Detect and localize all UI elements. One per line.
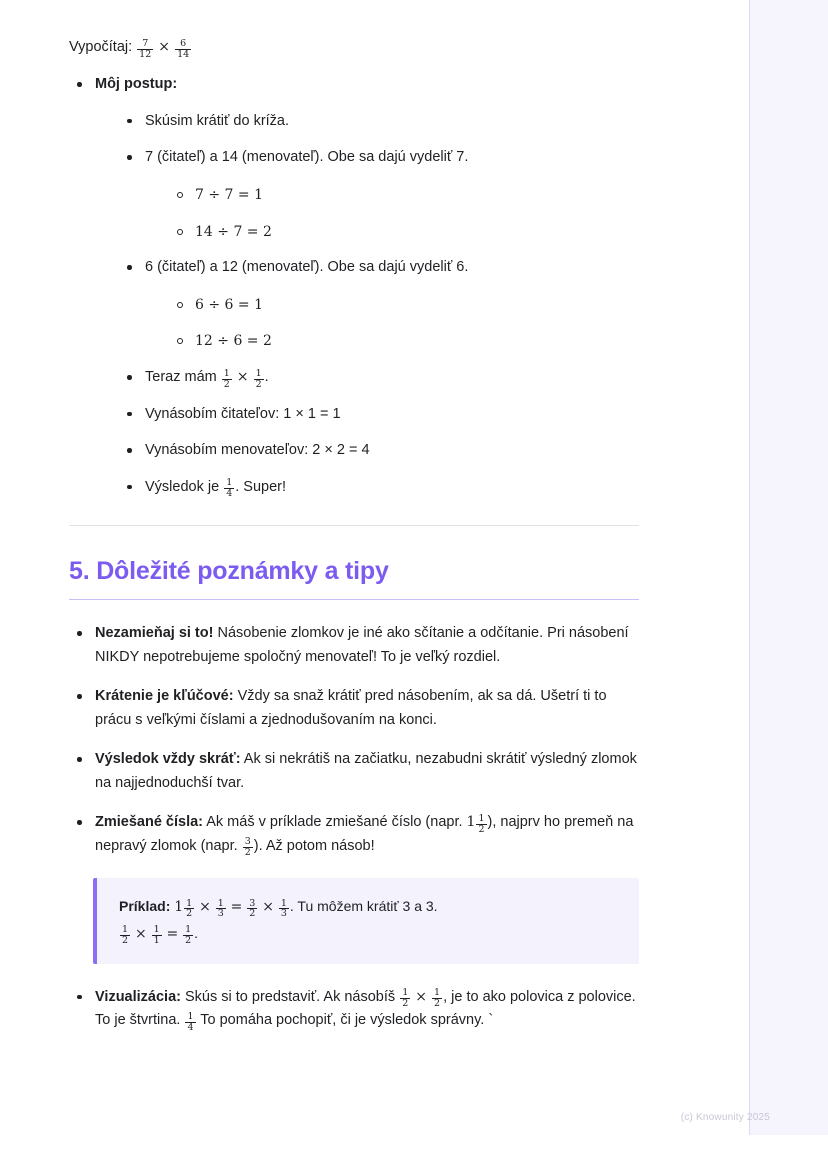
tip-label: Krátenie je kľúčové:: [95, 688, 234, 705]
step-item: Skúsim krátiť do kríža.: [119, 110, 639, 133]
equals-operator: =: [230, 899, 243, 916]
tip-text: Ak si nekrátiš na začiatku, nezabudni skrátiť výsledný zlomok na najjednoduchší tvar.: [95, 751, 637, 791]
substep-item: 6 ÷ 6 = 1: [169, 293, 639, 317]
tip-text: To pomáha pochopiť, či je výsledok správny. `: [196, 1012, 494, 1029]
fraction-one-half: $\frac{1}{2}$: [255, 367, 262, 390]
procedure-steps: [119, 110, 639, 499]
example-line-1: [119, 894, 619, 921]
tip-item: [69, 622, 639, 669]
fraction-one-half: $\frac{1}{2}$: [478, 812, 485, 835]
fraction-6-14: $\frac{6}{14}$: [177, 37, 190, 60]
step-item: 7 (čitateľ) a 14 (menovateľ). Obe sa dajú vydeliť 7. 7 ÷ 7 = 1 14 ÷ 7 = 2: [119, 146, 639, 243]
section-title: 5. Dôležité poznámky a tipy: [69, 557, 389, 586]
task-label: Vypočítaj:: [69, 39, 133, 55]
tip-label: Zmiešané čísla:: [95, 814, 203, 831]
fraction-one-half: $\frac{1}{2}$: [122, 924, 129, 947]
tips-list: [69, 622, 639, 858]
fraction-one-third: $\frac{1}{3}$: [217, 897, 224, 920]
example-tail: . Tu môžem krátiť 3 a 3.: [289, 898, 438, 915]
times-operator: ×: [415, 988, 427, 1005]
procedure-heading-item: [69, 73, 639, 499]
times-operator: ×: [134, 926, 147, 943]
step-now-have: Teraz mám $\frac{1}{2}$ × $\frac{1}{2}$ .: [119, 366, 639, 389]
procedure-list: [69, 73, 639, 499]
step-final-result: Výsledok je $\frac{1}{4}$ . Super!: [119, 476, 639, 499]
tip-label: Výsledok vždy skráť:: [95, 751, 241, 768]
tip-label: Nezamieňaj si to!: [95, 625, 214, 642]
copyright-footer: (c) Knowunity 2025: [680, 1112, 770, 1123]
step-multiply-numerators: Vynásobím čitateľov: 1 × 1 = 1: [119, 403, 639, 426]
fraction-7-12: $\frac{7}{12}$: [139, 37, 152, 60]
fraction-one-third: $\frac{1}{3}$: [280, 897, 287, 920]
tip-text: Vždy sa snaž krátiť pred násobením, ak sa dá. Ušetrí ti to prácu s veľkými číslami a zjednodušovaním na konci.: [95, 688, 607, 728]
fraction-one-quarter: $\frac{1}{4}$: [187, 1010, 194, 1033]
fraction-one-half: $\frac{1}{2}$: [402, 987, 409, 1010]
tip-text: Násobenie zlomkov je iné ako sčítanie a odčítanie. Pri násobení NIKDY nepotrebujeme spoločný menovateľ! To je veľký rozdiel.: [95, 625, 629, 665]
fraction-one-half: $\frac{1}{2}$: [185, 924, 192, 947]
substep-item: 7 ÷ 7 = 1: [169, 183, 639, 207]
step-item: 6 (čitateľ) a 12 (menovateľ). Obe sa dajú vydeliť 6. 6 ÷ 6 = 1 12 ÷ 6 = 2: [119, 256, 639, 353]
times-operator: ×: [236, 369, 249, 386]
fraction-one-over-one: $\frac{1}{1}$: [153, 924, 160, 947]
tip-item: [69, 748, 639, 795]
tip-item-mixed-numbers: [69, 811, 639, 858]
times-operator: ×: [262, 899, 274, 916]
substep-item: 14 ÷ 7 = 2: [169, 220, 639, 244]
example-line-2: [119, 921, 619, 948]
equals-operator: =: [166, 926, 179, 943]
times-operator: ×: [158, 39, 171, 55]
procedure-heading: Môj postup:: [95, 76, 178, 93]
example-tail: .: [194, 925, 199, 942]
step-substeps: [169, 183, 639, 243]
fraction-one-half: $\frac{1}{2}$: [223, 367, 230, 390]
right-side-panel: [749, 0, 828, 1135]
fraction-three-halves: $\frac{3}{2}$: [249, 897, 256, 920]
substep-item: 12 ÷ 6 = 2: [169, 329, 639, 353]
example-label: Príklad:: [119, 898, 171, 915]
visualization-list: [69, 986, 639, 1033]
section-divider: [69, 525, 639, 526]
tip-item-visualization: [69, 986, 639, 1033]
mixed-number: 1 $\frac{1}{2}$: [466, 812, 485, 835]
tip-item: [69, 685, 639, 732]
tip-text: Ak máš v príklade zmiešané číslo (napr.: [203, 814, 467, 831]
fraction-one-quarter: $\frac{1}{4}$: [226, 477, 233, 500]
fraction-one-half: $\frac{1}{2}$: [434, 987, 441, 1010]
task-expression: [69, 36, 639, 59]
section-title-rule: [69, 599, 639, 600]
example-callout: [93, 878, 639, 964]
step-substeps: [169, 293, 639, 353]
tip-label: Vizualizácia:: [95, 988, 181, 1005]
step-multiply-denominators: Vynásobím menovateľov: 2 × 2 = 4: [119, 439, 639, 462]
fraction-three-halves: $\frac{3}{2}$: [244, 836, 251, 859]
tip-text: ). Až potom násob!: [253, 837, 375, 854]
document-content: [69, 36, 639, 1049]
tip-text: ), najprv ho premeň na nepravý zlomok (napr.: [95, 814, 634, 854]
tip-text: Skús si to predstaviť. Ak násobíš: [180, 988, 400, 1005]
mixed-number: 1 $\frac{1}{2}$: [174, 897, 193, 920]
tip-text: , je to ako polovica z polovice. To je štvrtina.: [95, 988, 636, 1029]
times-operator: ×: [199, 899, 211, 916]
